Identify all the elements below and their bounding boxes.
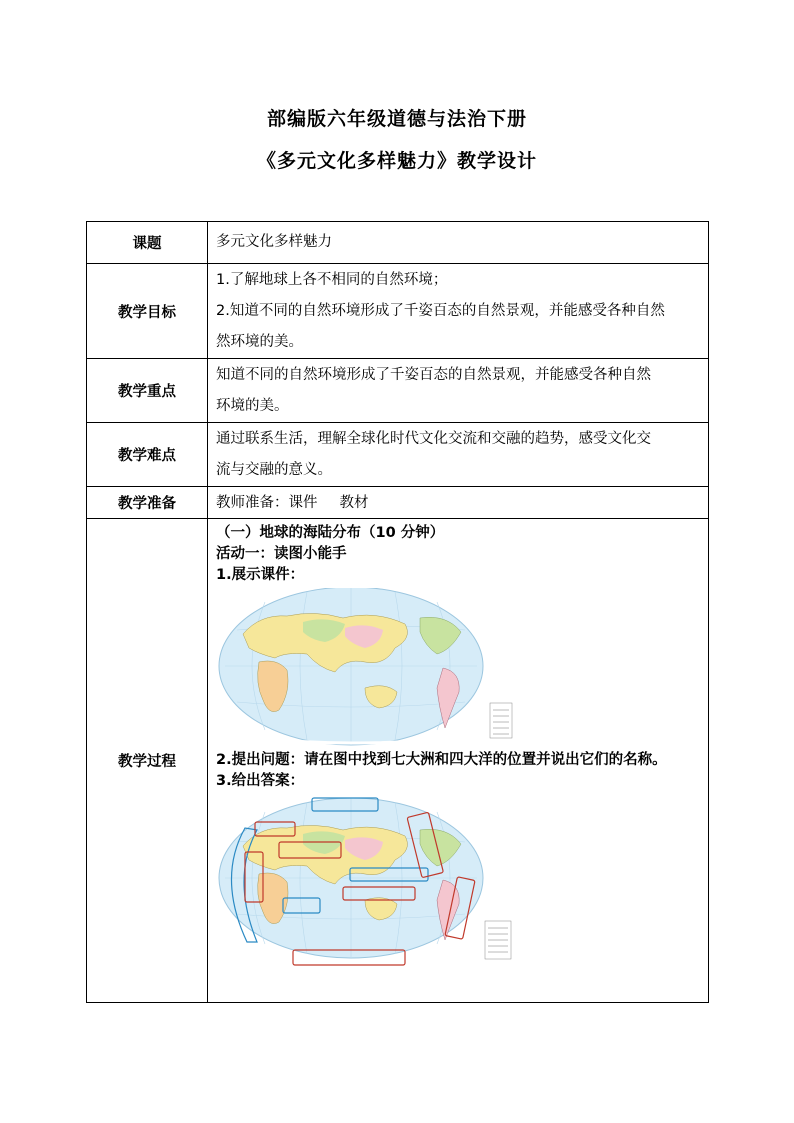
preparation-label: 教学准备 <box>87 487 208 519</box>
process-step-3: 3.给出答案： <box>216 773 305 789</box>
process-content <box>208 519 709 1003</box>
topic-label: 课题 <box>87 222 208 264</box>
table-row <box>87 487 709 519</box>
document-title: 部编版六年级道德与法治下册 <box>266 108 527 130</box>
difficulties-line-1: 通过联系生活，理解全球化时代文化交流和交融的趋势，感受文化交 <box>216 430 651 447</box>
difficulties-line-2: 流与交融的意义。 <box>216 461 332 478</box>
process-activity-1: 活动一：读图小能手 <box>216 546 347 562</box>
process-label: 教学过程 <box>87 519 208 1003</box>
lesson-plan-table <box>86 221 709 1003</box>
goals-line-2: 2.知道不同的自然环境形成了千姿百态的自然景观，并能感受各种自然 <box>216 302 665 319</box>
key-points-content <box>208 359 709 423</box>
table-row <box>87 423 709 487</box>
map-legend <box>490 703 512 738</box>
key-points-line-2: 环境的美。 <box>216 397 289 414</box>
preparation-textbook: 教材 <box>339 494 369 511</box>
table-row <box>87 264 709 359</box>
world-map-answer-image <box>215 794 515 972</box>
process-step-1: 1.展示课件： <box>216 567 305 583</box>
goals-label: 教学目标 <box>87 264 208 359</box>
key-points-line-1: 知道不同的自然环境形成了千姿百态的自然景观，并能感受各种自然 <box>216 366 651 383</box>
goals-line-1: 1.了解地球上各不相同的自然环境； <box>216 271 448 288</box>
world-map-image <box>215 588 515 750</box>
goals-content <box>208 264 709 359</box>
topic-content: 多元文化多样魅力 <box>208 222 709 264</box>
process-section-1: （一）地球的海陆分布（10 分钟） <box>216 525 445 541</box>
table-row <box>87 222 709 264</box>
process-step-2: 2.提出问题：请在图中找到七大洲和四大洋的位置并说出它们的名称。 <box>216 752 667 768</box>
table-row <box>87 519 709 1003</box>
difficulties-content <box>208 423 709 487</box>
preparation-content <box>208 487 709 519</box>
difficulties-label: 教学难点 <box>87 423 208 487</box>
goals-line-3: 然环境的美。 <box>216 333 303 350</box>
document-subtitle: 《多元文化多样魅力》教学设计 <box>256 150 537 172</box>
map-legend <box>485 921 511 959</box>
key-points-label: 教学重点 <box>87 359 208 423</box>
preparation-teacher: 教师准备：课件 <box>216 494 318 511</box>
table-row <box>87 359 709 423</box>
